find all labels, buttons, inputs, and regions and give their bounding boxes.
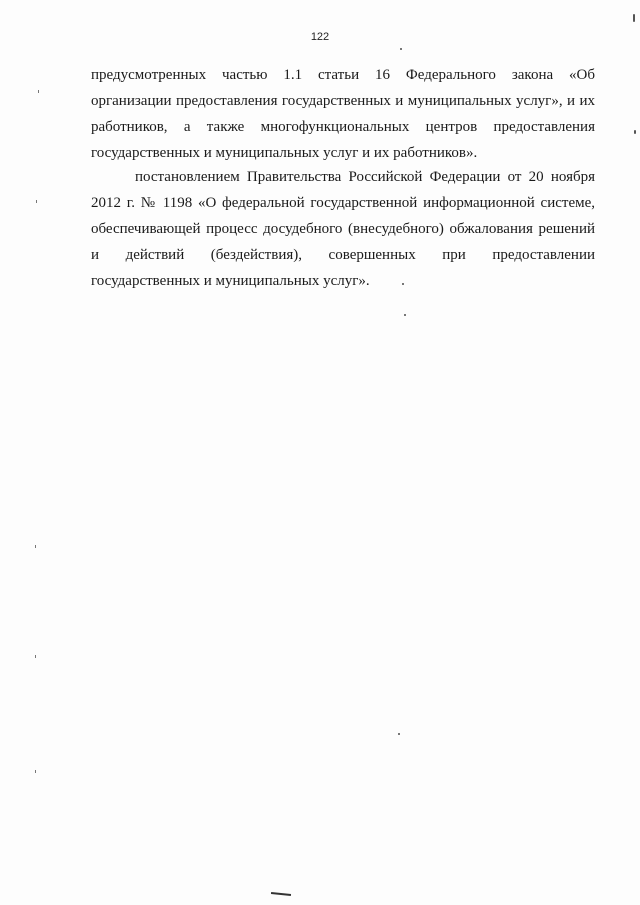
text-line: и действий (бездействия), совершенных при предоставлении (91, 247, 595, 263)
scan-speck (404, 314, 406, 316)
text-line: государственных и муниципальных услуг и их работников». (91, 145, 478, 161)
scan-mark (634, 130, 636, 134)
text-line: предусмотренных частью 1.1 статьи 16 Федерального закона «Об (91, 67, 595, 83)
scan-mark (633, 14, 635, 22)
text-line: работников, а также многофункциональных центров предоставления (91, 119, 595, 135)
text-line: организации предоставления государственных и муниципальных услуг», и их (91, 93, 595, 109)
scan-dash (271, 892, 291, 896)
scan-speck (402, 283, 404, 285)
text-line: 2012 г. № 1198 «О федеральной государственной информационной системе, (91, 195, 595, 211)
scan-speck (36, 200, 37, 203)
scan-speck (35, 545, 36, 548)
text-line: постановлением Правительства Российской Федерации от 20 ноября (135, 169, 595, 185)
scan-speck (398, 733, 400, 735)
scan-speck (400, 48, 402, 50)
page-number: 122 (310, 31, 330, 43)
text-line: обеспечивающей процесс досудебного (внесудебного) обжалования решений (91, 221, 595, 237)
scan-speck (35, 655, 36, 658)
scan-speck (38, 90, 39, 93)
paragraph-1 (91, 62, 595, 166)
text-line: государственных и муниципальных услуг». (91, 273, 370, 289)
paragraph-2 (91, 164, 595, 294)
scan-speck (35, 770, 36, 773)
